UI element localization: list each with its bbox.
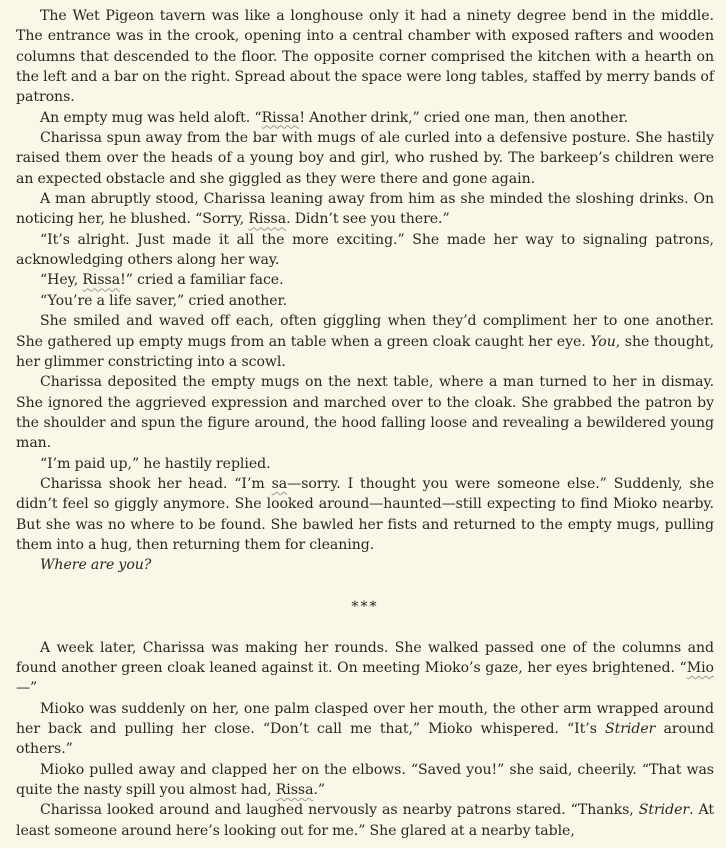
paragraph — [16, 454, 714, 474]
paragraph — [16, 638, 714, 699]
text-run: Charissa spun away from the bar with mugs of ale curled into a defensive posture. She hastily raised them over the heads of a young boy and girl, who rushed by. The barkeep’s children were an expected obstacle and she giggled as they were there and gone again. — [16, 130, 714, 187]
spellcheck-flagged-word: Rissa — [248, 211, 287, 228]
paragraph — [16, 189, 714, 230]
text-run: Charissa looked around and laughed nervously as nearby patrons stared. “Thanks, — [40, 802, 639, 819]
text-run: “I’m paid up,” he hastily replied. — [40, 455, 271, 472]
text-run: A man abruptly stood, Charissa leaning away from him as she minded the sloshing drinks. On noticing her, he blushed. “Sorry, — [16, 191, 714, 228]
italic-text: Strider — [605, 721, 656, 737]
story-section-2 — [16, 638, 714, 841]
text-run: . Didn’t see you there.” — [286, 211, 450, 228]
paragraph — [16, 291, 714, 311]
text-run: —” — [16, 680, 38, 697]
text-run: !” cried a familiar face. — [120, 272, 284, 289]
spellcheck-flagged-word: Mio — [686, 659, 714, 676]
text-run: around others.” — [16, 721, 714, 758]
text-run: A week later, Charissa was making her rounds. She walked passed one of the columns and found another green cloak leaned against it. On meeting Mioko’s gaze, her eyes brightened. “ — [16, 639, 714, 676]
paragraph — [16, 270, 714, 290]
paragraph — [16, 230, 714, 271]
scene-break: *** — [351, 598, 379, 615]
text-run: An empty mug was held aloft. “ — [40, 109, 262, 126]
text-run: Charissa shook her head. “I’m — [40, 475, 272, 492]
paragraph — [16, 128, 714, 189]
paragraph — [16, 372, 714, 453]
paragraph — [16, 108, 714, 128]
text-run: Mioko was suddenly on her, one palm clasped over her mouth, the other arm wrapped around her back and pulling her close. “Don’t call me that,” Mioko whispered. “It’s — [16, 700, 714, 737]
spellcheck-flagged-word: Rissa — [82, 272, 121, 289]
spellcheck-flagged-word: Rissa — [261, 109, 300, 126]
text-run: .” — [313, 782, 326, 799]
text-run: —sorry. I thought you were someone else.” Suddenly, she didn’t feel so giggly anymore. She looked around—haunted—still expecting to find Mioko nearby. But she was no where to be found. She bawled her fists and returned to the empty mugs, pulling them into a hug, then returning them for cleaning. — [16, 475, 714, 553]
text-run: “Hey, — [40, 272, 83, 289]
text-run: The Wet Pigeon tavern was like a longhouse only it had a ninety degree bend in the middle. The entrance was in the crook, opening into a central chamber with exposed rafters and wooden columns that descended to the floor. The opposite corner comprised the kitchen with a hearth on the left and a bar on the right. Spread about the space were long tables, staffed by merry bands of patrons. — [16, 8, 714, 106]
spellcheck-flagged-word: Rissa — [275, 782, 314, 799]
text-run: Charissa deposited the empty mugs on the next table, where a man turned to her in dismay. She ignored the aggrieved expression and marched over to the cloak. She grabbed the patron by the shoulder and spun the figure around, the hood falling loose and revealing a bewildered young man. — [16, 374, 714, 452]
paragraph — [16, 699, 714, 760]
paragraph — [16, 800, 714, 841]
text-run: Mioko pulled away and clapped her on the elbows. “Saved you!” she said, cheerily. “That was quite the nasty spill you almost had, — [16, 761, 714, 799]
italic-text: You — [590, 333, 616, 350]
story-section-1 — [16, 6, 714, 576]
paragraph — [16, 474, 714, 555]
text-run: She smiled and waved off each, often giggling when they’d compliment her to one another. She gathered up empty mugs from an table when a green cloak caught her eye. — [16, 313, 714, 350]
paragraph — [16, 6, 714, 108]
text-run: , she thought, her glimmer constricting into a scowl. — [16, 333, 714, 370]
italic-text: Where are you? — [40, 557, 152, 574]
paragraph — [16, 555, 714, 575]
text-run: . At least someone around here’s looking out for me.” She glared at a nearby table, — [16, 802, 715, 839]
italic-text: Strider — [638, 802, 690, 819]
text-run: “It’s alright. Just made it all the more exciting.” She made her way to signaling patrons, acknowledging others along her way. — [16, 231, 714, 269]
paragraph — [16, 311, 714, 372]
paragraph — [16, 760, 714, 801]
text-run: “You’re a life saver,” cried another. — [40, 292, 288, 309]
text-run: ! Another drink,” cried one man, then another. — [299, 109, 629, 126]
spellcheck-flagged-word: sa — [271, 475, 288, 492]
